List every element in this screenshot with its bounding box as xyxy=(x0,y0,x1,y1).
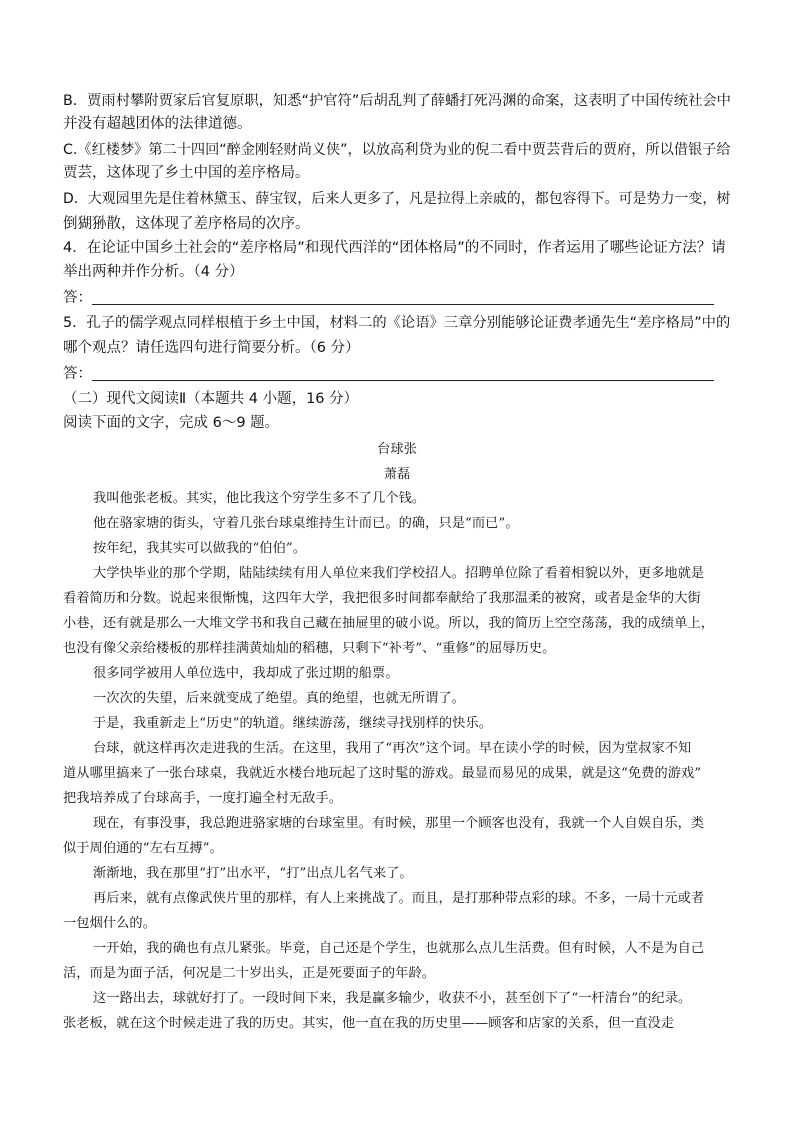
option-b-line-1: B．贾雨村攀附贾家后官复原职，知悉“护官符”后胡乱判了薛蟠打死冯渊的命案，这表明了中国传统社会中 xyxy=(63,93,731,109)
option-d-line-1: D．大观园里先是住着林黛玉、薛宝钗，后来人更多了，凡是拉得上亲戚的，都包容得下。可是势力一变，树 xyxy=(63,191,731,207)
story-author: 萧磊 xyxy=(383,467,411,482)
story-paragraph-line: 一开始，我的确也有点儿紧张。毕竟，自己还是个学生，也就那么点儿生活费。但有时候，人不是为自己 xyxy=(93,941,705,956)
question-5-line-1: 5．孔子的儒学观点同样根植于乡土中国，材料二的《论语》三章分别能够论证费孝通先生“差序格局”中的 xyxy=(63,315,731,331)
story-paragraph-line: 一包烟什么的。 xyxy=(63,916,157,931)
story-paragraph-line: 张老板，就在这个时候走进了我的历史。其实，他一直在我的历史里——顾客和店家的关系，但一直没走 xyxy=(63,1016,675,1031)
story-paragraph-line: 把我培养成了台球高手，一度打遍全村无敌手。 xyxy=(63,791,343,806)
story-paragraph-line: 很多同学被用人单位选中，我却成了张过期的船票。 xyxy=(93,666,399,681)
answer-label-5: 答： xyxy=(63,366,92,382)
option-b-line-2: 并没有超越团体的法律道德。 xyxy=(63,116,252,132)
section-2-title: （二）现代文阅读Ⅱ（本题共 4 小题，16 分） xyxy=(63,391,359,407)
question-4-line-2: 举出两种并作分析。（4 分） xyxy=(63,264,244,280)
story-paragraph-line: 再后来，就有点像武侠片里的那样，有人上来挑战了。而且，是打那种带点彩的球。不多，一局十元或者 xyxy=(93,891,705,906)
story-paragraph-line: 这一路出去，球就好打了。一段时间下来，我是赢多输少，收获不小，甚至创下了“一杆清台”的纪录。 xyxy=(93,991,692,1006)
story-paragraph-line: 活，而是为面子活，何况是二十岁出头，正是死要面子的年龄。 xyxy=(63,966,436,981)
story-paragraph-line: 一次次的失望，后来就变成了绝望。真的绝望，也就无所谓了。 xyxy=(93,691,466,706)
question-5-line-2: 哪个观点？请任选四句进行简要分析。（6 分） xyxy=(63,340,360,356)
story-paragraph-line: 小巷，还有就是那么一大堆文学书和我自己藏在抽屉里的破小说。所以，我的简历上空空荡荡，我的成绩单上， xyxy=(63,616,715,631)
story-paragraph-line: 按年纪，我其实可以做我的“伯伯”。 xyxy=(93,541,306,556)
option-c-line-2: 贾芸，这体现了乡土中国的差序格局。 xyxy=(63,165,310,181)
story-paragraph-line: 看着简历和分数。说起来很惭愧，这四年大学，我把很多时间都奉献给了我那温柔的被窝，或者是金华的大街 xyxy=(63,591,701,606)
section-2-instruction: 阅读下面的文字，完成 6～9 题。 xyxy=(63,415,280,431)
story-paragraph-line: 于是，我重新走上“历史”的轨道。继续游荡，继续寻找别样的快乐。 xyxy=(93,716,493,731)
answer-line-4[interactable] xyxy=(92,304,714,305)
story-paragraph-line: 也没有像父亲给楼板的那样挂满黄灿灿的稻穗，只剩下“补考”、“重修”的屈辱历史。 xyxy=(63,641,556,656)
story-paragraph-line: 台球，就这样再次走进我的生活。在这里，我用了“再次”这个词。早在读小学的时候，因为堂叔家不知 xyxy=(93,741,692,756)
story-paragraph-line: 渐渐地，我在那里“打”出水平，“打”出点儿名气来了。 xyxy=(93,866,413,881)
story-paragraph-line: 似于周伯通的“左右互搏”。 xyxy=(63,841,223,856)
question-4-line-1: 4．在论证中国乡土社会的“差序格局”和现代西洋的“团体格局”的不同时，作者运用了哪些论证方法？请 xyxy=(63,240,726,256)
story-paragraph-line: 他在骆家塘的街头，守着几张台球桌维持生计而已。的确，只是“而已”。 xyxy=(93,516,519,531)
story-paragraph-line: 道从哪里搞来了一张台球桌，我就近水楼台地玩起了这时髦的游戏。最显而易见的成果，就是这“免费的游戏” xyxy=(63,766,702,781)
option-c-line-1: C.《红楼梦》第二十四回“醉金刚轻财尚义侠”，以放高利贷为业的倪二看中贾芸背后的贾府，所以借银子给 xyxy=(63,142,731,158)
story-paragraph-line: 我叫他张老板。其实，他比我这个穷学生多不了几个钱。 xyxy=(93,491,426,506)
option-d-line-2: 倒猢狲散，这体现了差序格局的次序。 xyxy=(63,216,310,232)
story-title: 台球张 xyxy=(377,442,417,457)
answer-label-4: 答： xyxy=(63,290,92,306)
answer-line-5[interactable] xyxy=(92,380,714,381)
story-paragraph-line: 现在，有事没事，我总跑进骆家塘的台球室里。有时候，那里一个顾客也没有，我就一个人自娱自乐，类 xyxy=(93,816,705,831)
story-paragraph-line: 大学快毕业的那个学期，陆陆续续有用人单位来我们学校招人。招聘单位除了看着相貌以外，更多地就是 xyxy=(93,566,705,581)
